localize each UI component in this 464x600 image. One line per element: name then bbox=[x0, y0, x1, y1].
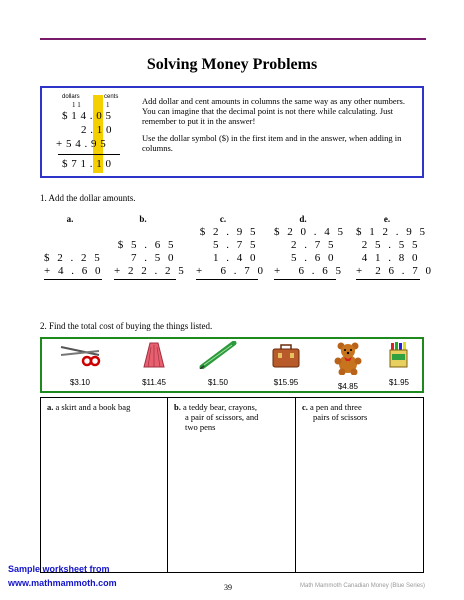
crayons-icon bbox=[388, 341, 410, 369]
items-box bbox=[40, 337, 424, 393]
page-number: 39 bbox=[224, 583, 232, 592]
part-c-text-1: a pen and three bbox=[310, 402, 362, 412]
problem-a-row-2 bbox=[44, 239, 102, 252]
problem-e-row-4: + 2 6 . 7 0 bbox=[356, 265, 434, 277]
problem-a-letter: a. bbox=[66, 214, 74, 224]
part-a-text: a skirt and a book bag bbox=[55, 402, 131, 412]
problem-b-row-3: 7 . 5 0 bbox=[131, 252, 176, 264]
info-paragraph-2: Use the dollar symbol ($) in the first item and in the answer, when adding in columns. bbox=[142, 132, 402, 153]
problem-b-row-2: $ 5 . 6 5 bbox=[117, 239, 176, 251]
book-bag-icon bbox=[270, 341, 302, 369]
example-line-2: 2 . 1 0 bbox=[81, 124, 112, 136]
item-price-skirt: $11.45 bbox=[142, 378, 166, 387]
problem-d-answer-rule bbox=[274, 279, 336, 280]
page-title: Solving Money Problems bbox=[146, 56, 318, 73]
problem-b-answer-rule bbox=[114, 279, 176, 280]
example-answer: $ 7 1 . 1 0 bbox=[62, 158, 112, 170]
problem-e-row-3: 4 1 . 8 0 bbox=[361, 252, 420, 264]
problem-c-letter: c. bbox=[219, 214, 227, 224]
answer-cell-b bbox=[168, 398, 296, 572]
part-b-text-3: two pens bbox=[185, 422, 216, 432]
series-label: Math Mammoth Canadian Money (Blue Series) bbox=[300, 583, 426, 589]
footer-sample-text: Sample worksheet from bbox=[8, 564, 110, 574]
problem-e-row-1: $ 1 2 . 9 5 bbox=[356, 226, 428, 238]
problem-a bbox=[44, 226, 102, 282]
part-b-text-2: a pair of scissors, and bbox=[185, 412, 259, 422]
problem-c-answer-rule bbox=[196, 279, 258, 280]
problem-e-answer-rule bbox=[356, 279, 420, 280]
part-c-text-2: pairs of scissors bbox=[313, 412, 368, 422]
problem-e-letter: e. bbox=[383, 214, 391, 224]
problem-a-row-1 bbox=[44, 226, 102, 239]
problem-e bbox=[356, 226, 434, 282]
carry-cents: 1 bbox=[106, 101, 110, 109]
footer-website-link[interactable]: www.mathmammoth.com bbox=[8, 578, 117, 588]
problem-d bbox=[274, 226, 346, 282]
problem-b-row-4: + 2 2 . 2 5 bbox=[114, 265, 187, 277]
item-pen bbox=[196, 341, 240, 387]
part-b-text-1: a teddy bear, crayons, bbox=[182, 402, 257, 412]
problem-a-row-4: + 4 . 6 0 bbox=[44, 265, 103, 277]
answer-cell-c bbox=[296, 398, 422, 572]
example-sum-rule bbox=[58, 154, 120, 155]
carry-dollars: 1 1 bbox=[72, 101, 81, 109]
title-rule bbox=[40, 38, 426, 40]
item-teddy-bear bbox=[328, 341, 368, 391]
item-price-crayons: $1.95 bbox=[388, 378, 410, 387]
problem-a-answer-rule bbox=[44, 279, 102, 280]
problem-d-letter: d. bbox=[299, 214, 307, 224]
problem-d-row-3: 5 . 6 0 bbox=[291, 252, 336, 264]
problem-c bbox=[196, 226, 266, 282]
teddy-bear-icon bbox=[332, 341, 364, 375]
problem-a-row-3: $ 2 . 2 5 bbox=[44, 252, 103, 264]
part-c-letter: c. bbox=[302, 402, 308, 412]
problem-b-letter: b. bbox=[139, 214, 147, 224]
dollars-label: dollars bbox=[62, 94, 80, 100]
info-text bbox=[142, 96, 418, 159]
item-price-teddy-bear: $4.85 bbox=[337, 382, 359, 391]
example-line-1: $ 1 4 . 0 5 bbox=[62, 110, 112, 122]
scissors-icon bbox=[57, 341, 103, 367]
problem-d-row-2: 2 . 7 5 bbox=[291, 239, 336, 251]
example-addition bbox=[48, 92, 134, 174]
problem-c-row-3: 1 . 4 0 bbox=[213, 252, 258, 264]
problem-d-row-4: + 6 . 6 5 bbox=[274, 265, 344, 277]
problem-c-row-4: + 6 . 7 0 bbox=[196, 265, 266, 277]
item-price-scissors: $3.10 bbox=[69, 378, 91, 387]
example-line-3: + 5 4 . 9 5 bbox=[56, 138, 107, 150]
problem-b bbox=[114, 226, 187, 282]
problem-e-row-2: 2 5 . 5 5 bbox=[361, 239, 420, 251]
question-2-label: 2. Find the total cost of buying the things listed. bbox=[40, 321, 213, 331]
cents-label: cents bbox=[104, 94, 119, 100]
question-1-label: 1. Add the dollar amounts. bbox=[40, 193, 136, 203]
item-scissors bbox=[56, 341, 104, 387]
pen-icon bbox=[198, 341, 238, 369]
problem-c-row-1: $ 2 . 9 5 bbox=[199, 226, 258, 238]
answer-cell-a bbox=[41, 398, 168, 572]
item-price-book-bag: $15.95 bbox=[273, 378, 299, 387]
problem-d-row-1: $ 2 0 . 4 5 bbox=[274, 226, 346, 238]
part-b-letter: b. bbox=[174, 402, 181, 412]
skirt-icon bbox=[140, 341, 168, 369]
info-box bbox=[40, 86, 424, 178]
item-book-bag bbox=[266, 341, 306, 387]
item-skirt bbox=[134, 341, 174, 387]
problem-b-row-1 bbox=[114, 226, 176, 239]
part-a-letter: a. bbox=[47, 402, 54, 412]
problem-c-row-2: 5 . 7 5 bbox=[213, 239, 258, 251]
answer-table bbox=[40, 397, 424, 573]
info-paragraph-1: Add dollar and cent amounts in columns the same way as any other numbers. You can imagine that the decimal point is not there while calculating. Just remember to put it in the answer! bbox=[142, 96, 405, 127]
item-price-pen: $1.50 bbox=[207, 378, 229, 387]
item-crayons bbox=[384, 341, 414, 387]
